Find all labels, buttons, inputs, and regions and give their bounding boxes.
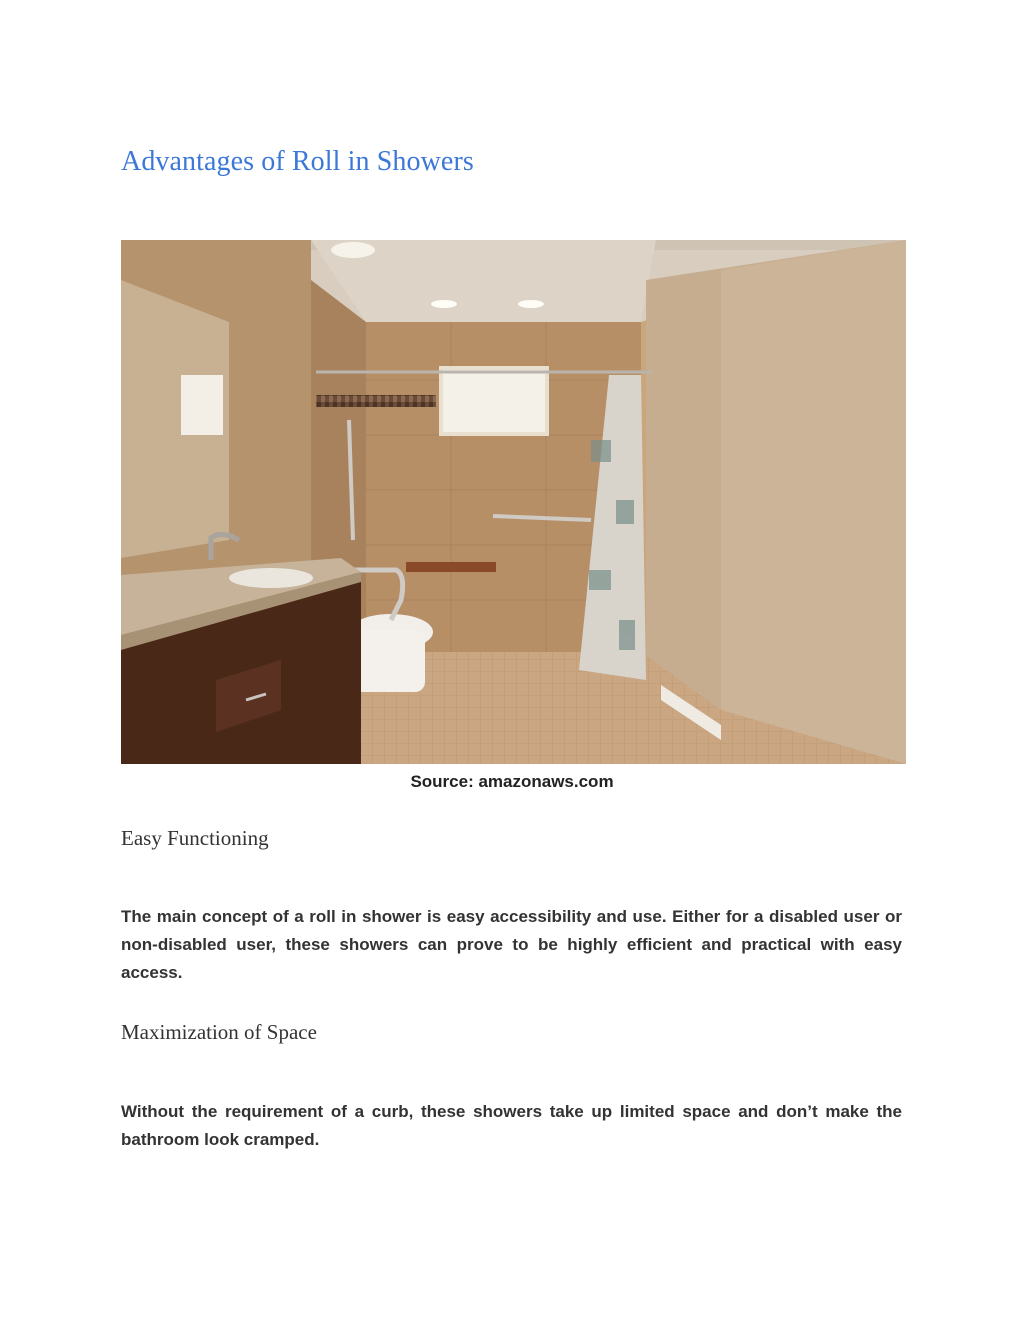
section-body-maximization-of-space: Without the requirement of a curb, these showers take up limited space and don’t make the bathroom look cramped. xyxy=(121,1102,902,1149)
section-body-easy-functioning: The main concept of a roll in shower is easy accessibility and use. Either for a disabled user or non-disabled user, these showers can prove to be highly efficient and practical with easy access. xyxy=(121,907,902,982)
page-title: Advantages of Roll in Showers xyxy=(121,146,474,177)
photo-caption: Source: amazonaws.com xyxy=(410,772,614,791)
bathroom-photo xyxy=(121,240,906,764)
section-heading-maximization-of-space: Maximization of Space xyxy=(121,1020,317,1044)
section-heading-easy-functioning: Easy Functioning xyxy=(121,826,269,850)
